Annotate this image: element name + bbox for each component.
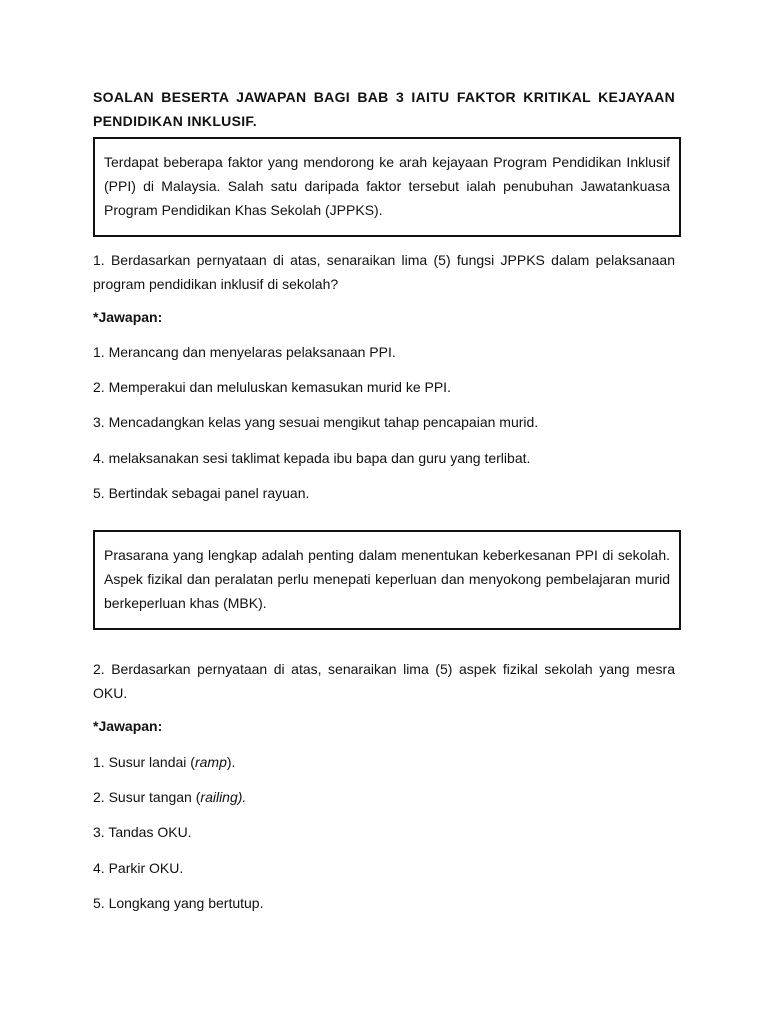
- answer-2-item: 5. Longkang yang bertutup.: [93, 895, 264, 911]
- answer-label-2: *Jawapan:: [93, 718, 163, 734]
- answer-label-1: *Jawapan:: [93, 309, 163, 325]
- answer-1-item: 5. Bertindak sebagai panel rayuan.: [93, 485, 310, 501]
- answer-1-item: 3. Mencadangkan kelas yang sesuai mengikut tahap pencapaian murid.: [93, 414, 539, 430]
- statement-box-1: Terdapat beberapa faktor yang mendorong ke arah kejayaan Program Pendidikan Inklusif (PPI) di Malaysia. Salah satu daripada faktor tersebut ialah penubuhan Jawatankuasa Program Pendidikan Khas Sekolah (JPPKS).: [93, 137, 681, 237]
- answer-1-item: 4. melaksanakan sesi taklimat kepada ibu bapa dan guru yang terlibat.: [93, 450, 531, 466]
- answer-2-item: 1. Susur landai (ramp).: [93, 754, 236, 770]
- answer-1-item: 1. Merancang dan menyelaras pelaksanaan PPI.: [93, 344, 396, 360]
- question-2: 2. Berdasarkan pernyataan di atas, senaraikan lima (5) aspek fizikal sekolah yang mesra OKU.: [93, 661, 675, 701]
- question-1: 1. Berdasarkan pernyataan di atas, senaraikan lima (5) fungsi JPPKS dalam pelaksanaan program pendidikan inklusif di sekolah?: [93, 252, 675, 292]
- answer-1-item: 2. Memperakui dan meluluskan kemasukan murid ke PPI.: [93, 379, 451, 395]
- answer-2-item: 4. Parkir OKU.: [93, 860, 184, 876]
- document-title: SOALAN BESERTA JAWAPAN BAGI BAB 3 IAITU FAKTOR KRITIKAL KEJAYAAN PENDIDIKAN INKLUSIF.: [93, 89, 675, 129]
- answer-2-item: 2. Susur tangan (railing).: [93, 789, 247, 805]
- statement-box-2: Prasarana yang lengkap adalah penting dalam menentukan keberkesanan PPI di sekolah. Aspek fizikal dan peralatan perlu menepati keperluan dan menyokong pembelajaran murid berkeperluan khas (MBK).: [93, 530, 681, 630]
- answer-2-item: 3. Tandas OKU.: [93, 824, 192, 840]
